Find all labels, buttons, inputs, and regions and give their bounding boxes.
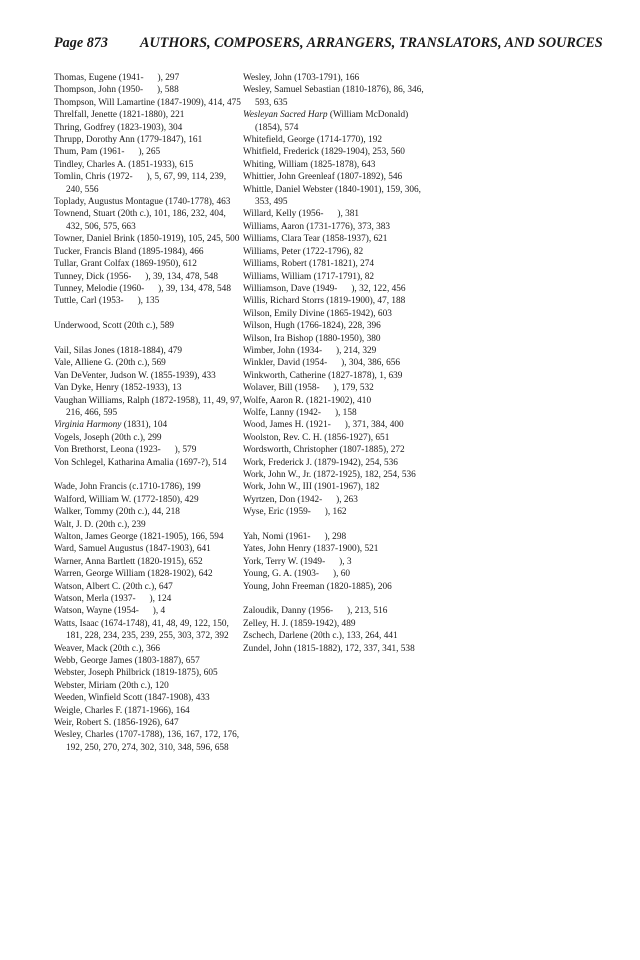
index-column-right xyxy=(243,72,433,655)
entry-text: Willis, Richard Storrs (1819-1900), 47, 188 xyxy=(243,296,406,307)
index-entry xyxy=(54,432,244,444)
index-entry xyxy=(54,84,244,96)
entry-text: Underwood, Scott (20th c.), 589 xyxy=(54,321,175,332)
index-entry xyxy=(54,320,244,332)
entry-text: Von Brethorst, Leona (1923- ), 579 xyxy=(54,445,197,456)
entry-text: Watson, Merla (1937- ), 124 xyxy=(54,594,172,605)
entry-text: Wilson, Ira Bishop (1880-1950), 380 xyxy=(243,333,381,344)
entry-text: Whittier, John Greenleaf (1807-1892), 546 xyxy=(243,172,403,183)
index-entry xyxy=(54,494,244,506)
entry-text: Tunney, Melodie (1960- ), 39, 134, 478, 548 xyxy=(54,283,231,294)
entry-text: Wilson, Emily Divine (1865-1942), 603 xyxy=(243,308,392,319)
entry-text: Towner, Daniel Brink (1850-1919), 105, 245, 500 xyxy=(54,234,240,245)
index-entry xyxy=(54,233,244,245)
entry-text: Woolston, Rev. C. H. (1856-1927), 651 xyxy=(243,432,390,443)
index-entry xyxy=(54,159,244,171)
index-entry xyxy=(243,72,433,84)
entry-text: Threlfall, Jenette (1821-1880), 221 xyxy=(54,110,185,121)
entry-text: Young, John Freeman (1820-1885), 206 xyxy=(243,581,392,592)
index-entry xyxy=(243,506,433,518)
index-entry xyxy=(243,643,433,655)
index-entry xyxy=(54,705,244,717)
index-entry xyxy=(54,667,244,679)
index-entry xyxy=(243,568,433,580)
entry-text: Webb, George James (1803-1887), 657 xyxy=(54,656,200,667)
entry-text: Wolfe, Lanny (1942- ), 158 xyxy=(243,407,357,418)
index-entry xyxy=(54,345,244,357)
entry-text: Tuttle, Carl (1953- ), 135 xyxy=(54,296,160,307)
entry-text: Wyrtzen, Don (1942- ), 263 xyxy=(243,494,358,505)
index-entry xyxy=(54,717,244,729)
entry-text: Walt, J. D. (20th c.), 239 xyxy=(54,519,146,530)
index-entry xyxy=(243,221,433,233)
index-entry xyxy=(54,122,244,134)
index-entry xyxy=(243,184,433,209)
entry-text: Williams, Robert (1781-1821), 274 xyxy=(243,259,375,270)
entry-text: Vogels, Joseph (20th c.), 299 xyxy=(54,432,162,443)
entry-text: Willard, Kelly (1956- ), 381 xyxy=(243,209,360,220)
index-entry xyxy=(243,320,433,332)
index-entry xyxy=(54,680,244,692)
entry-text: Van DeVenter, Judson W. (1855-1939), 433 xyxy=(54,370,216,381)
entry-text: Zelley, H. J. (1859-1942), 489 xyxy=(243,618,356,629)
index-entry xyxy=(243,481,433,493)
entry-text: Work, John W., III (1901-1967), 182 xyxy=(243,482,380,493)
entry-text: Vale, Alliene G. (20th c.), 569 xyxy=(54,358,166,369)
entry-text: Wesley, Samuel Sebastian (1810-1876), 86, 346, 593, 635 xyxy=(243,85,424,108)
entry-text: Winkworth, Catherine (1827-1878), 1, 639 xyxy=(243,370,403,381)
entry-text: Work, John W., Jr. (1872-1925), 182, 254, 536 xyxy=(243,470,416,480)
index-entry xyxy=(243,469,433,481)
page-number: Page 873 xyxy=(54,35,108,51)
index-entry xyxy=(54,395,244,420)
entry-text: Thring, Godfrey (1823-1903), 304 xyxy=(54,122,183,133)
index-entry xyxy=(54,258,244,270)
entry-text: Whitefield, George (1714-1770), 192 xyxy=(243,135,382,146)
index-entry xyxy=(243,556,433,568)
index-entry xyxy=(243,444,433,456)
index-entry xyxy=(243,208,433,220)
entry-text: Warner, Anna Bartlett (1820-1915), 652 xyxy=(54,556,203,567)
index-entry xyxy=(243,581,433,593)
entry-text: Vail, Silas Jones (1818-1884), 479 xyxy=(54,345,183,356)
index-entry xyxy=(243,258,433,270)
entry-text: York, Terry W. (1949- ), 3 xyxy=(243,556,352,567)
index-entry xyxy=(243,134,433,146)
entry-text: Wimber, John (1934- ), 214, 329 xyxy=(243,345,377,356)
index-entry xyxy=(54,370,244,382)
index-entry xyxy=(243,246,433,258)
index-entry xyxy=(54,618,244,643)
index-entry xyxy=(54,481,244,493)
entry-text: Wyse, Eric (1959- ), 162 xyxy=(243,507,347,518)
index-entry xyxy=(54,556,244,568)
index-entry xyxy=(54,97,244,109)
entry-text: Thompson, John (1950- ), 588 xyxy=(54,85,179,96)
index-entry xyxy=(243,457,433,469)
entry-text: Whittle, Daniel Webster (1840-1901), 159, 306, 353, 495 xyxy=(243,184,422,208)
index-entry xyxy=(54,531,244,543)
index-entry xyxy=(243,432,433,444)
entry-text: Williams, William (1717-1791), 82 xyxy=(243,271,375,282)
entry-text: Warren, George William (1828-1902), 642 xyxy=(54,569,213,580)
entry-text: Zschech, Darlene (20th c.), 133, 264, 441 xyxy=(243,631,398,642)
index-entry xyxy=(243,407,433,419)
index-entry xyxy=(54,444,244,456)
index-entry xyxy=(243,333,433,345)
index-entry xyxy=(243,84,433,109)
index-entry xyxy=(243,308,433,320)
entry-text: Thompson, Will Lamartine (1847-1909), 414, 475 xyxy=(54,97,241,108)
index-entry xyxy=(243,345,433,357)
entry-text: Watson, Wayne (1954- ), 4 xyxy=(54,606,166,617)
index-entry xyxy=(243,618,433,630)
index-entry xyxy=(243,283,433,295)
entry-text: Weir, Robert S. (1856-1926), 647 xyxy=(54,718,179,729)
index-entry xyxy=(54,196,244,208)
entry-text: Von Schlegel, Katharina Amalia (1697-?), 514 xyxy=(54,457,227,468)
entry-text: Thum, Pam (1961- ), 265 xyxy=(54,147,161,158)
index-entry xyxy=(243,171,433,183)
index-entry xyxy=(54,72,244,84)
entry-text: Whiting, William (1825-1878), 643 xyxy=(243,159,376,170)
entry-text: Zaloudik, Danny (1956- ), 213, 516 xyxy=(243,606,388,617)
index-entry xyxy=(54,519,244,531)
index-entry xyxy=(54,357,244,369)
index-entry xyxy=(54,593,244,605)
index-entry xyxy=(243,630,433,642)
index-entry xyxy=(243,109,433,134)
index-entry xyxy=(54,419,244,431)
entry-text: Wade, John Francis (c.1710-1786), 199 xyxy=(54,482,201,493)
entry-text: Wolfe, Aaron R. (1821-1902), 410 xyxy=(243,395,372,406)
entry-text: Walford, William W. (1772-1850), 429 xyxy=(54,494,199,505)
index-entry xyxy=(243,419,433,431)
index-entry xyxy=(54,457,244,469)
index-entry xyxy=(54,109,244,121)
entry-text: (William McDonald) (1854), 574 xyxy=(255,110,409,133)
page-title: AUTHORS, COMPOSERS, ARRANGERS, TRANSLATORS, AND SOURCES xyxy=(140,35,603,51)
letter-group-gap xyxy=(54,333,244,345)
entry-text: Webster, Joseph Philbrick (1819-1875), 605 xyxy=(54,668,218,679)
entry-text: Williams, Clara Tear (1858-1937), 621 xyxy=(243,234,388,245)
entry-text: Toplady, Augustus Montague (1740-1778), 463 xyxy=(54,197,231,208)
index-entry xyxy=(243,382,433,394)
entry-text: Zundel, John (1815-1882), 172, 337, 341, 538 xyxy=(243,643,415,654)
index-entry xyxy=(243,357,433,369)
entry-text: Walker, Tommy (20th c.), 44, 218 xyxy=(54,507,180,518)
index-entry xyxy=(243,159,433,171)
entry-text: Tindley, Charles A. (1851-1933), 615 xyxy=(54,159,194,170)
entry-text: Winkler, David (1954- ), 304, 386, 656 xyxy=(243,358,401,369)
entry-text: Weeden, Winfield Scott (1847-1908), 433 xyxy=(54,693,210,704)
entry-text: Tucker, Francis Bland (1895-1984), 466 xyxy=(54,246,204,257)
index-entry xyxy=(243,146,433,158)
entry-text: Walton, James George (1821-1905), 166, 594 xyxy=(54,531,224,542)
index-entry xyxy=(54,208,244,233)
entry-text: Wordsworth, Christopher (1807-1885), 272 xyxy=(243,445,405,456)
entry-text: Williams, Aaron (1731-1776), 373, 383 xyxy=(243,221,391,232)
entry-text: Weigle, Charles F. (1871-1966), 164 xyxy=(54,705,190,716)
index-entry xyxy=(54,655,244,667)
index-entry xyxy=(54,295,244,307)
letter-group-gap xyxy=(243,519,433,531)
index-entry xyxy=(54,692,244,704)
entry-text: Weaver, Mack (20th c.), 366 xyxy=(54,643,161,654)
index-entry xyxy=(243,494,433,506)
letter-group-gap xyxy=(243,593,433,605)
entry-text: Webster, Miriam (20th c.), 120 xyxy=(54,680,169,691)
entry-text: Wesley, John (1703-1791), 166 xyxy=(243,73,360,83)
index-entry xyxy=(243,295,433,307)
entry-text: Wilson, Hugh (1766-1824), 228, 396 xyxy=(243,321,381,332)
index-entry xyxy=(54,171,244,196)
entry-text: Wolaver, Bill (1958- ), 179, 532 xyxy=(243,383,374,394)
entry-text: Tunney, Dick (1956- ), 39, 134, 478, 548 xyxy=(54,271,219,282)
index-entry xyxy=(54,146,244,158)
index-entry xyxy=(243,543,433,555)
entry-text: Yah, Nomi (1961- ), 298 xyxy=(243,532,347,543)
entry-text: Wood, James H. (1921- ), 371, 384, 400 xyxy=(243,420,404,431)
entry-text: Thrupp, Dorothy Ann (1779-1847), 161 xyxy=(54,135,203,146)
entry-text: Tullar, Grant Colfax (1869-1950), 612 xyxy=(54,259,197,270)
page-header xyxy=(54,34,614,52)
entry-text: Watson, Albert C. (20th c.), 647 xyxy=(54,581,173,592)
index-entry xyxy=(54,568,244,580)
entry-text: Townend, Stuart (20th c.), 101, 186, 232, 404, 432, 506, 575, 663 xyxy=(54,209,226,232)
entry-text: Williamson, Dave (1949- ), 32, 122, 456 xyxy=(243,283,406,294)
entry-text: Work, Frederick J. (1879-1942), 254, 536 xyxy=(243,457,398,468)
index-entry xyxy=(243,370,433,382)
index-entry xyxy=(54,506,244,518)
entry-text: Wesley, Charles (1707-1788), 136, 167, 172, 176, 192, 250, 270, 274, 302, 310, 348, 596, 658 xyxy=(54,730,240,753)
entry-text: Thomas, Eugene (1941- ), 297 xyxy=(54,73,180,83)
entry-text: Young, G. A. (1903- ), 60 xyxy=(243,569,351,580)
entry-text: Watts, Isaac (1674-1748), 41, 48, 49, 122, 150, 181, 228, 234, 235, 239, 255, 303, 372, 392 xyxy=(54,618,229,642)
source-title: Wesleyan Sacred Harp xyxy=(243,110,328,121)
entry-text: Williams, Peter (1722-1796), 82 xyxy=(243,246,364,257)
entry-text: Tomlin, Chris (1972- ), 5, 67, 99, 114, 239, 240, 556 xyxy=(54,172,227,195)
index-entry xyxy=(243,271,433,283)
index-entry xyxy=(243,395,433,407)
index-entry xyxy=(54,283,244,295)
index-column-left xyxy=(54,72,244,754)
letter-group-gap xyxy=(54,469,244,481)
index-entry xyxy=(54,246,244,258)
entry-text: Yates, John Henry (1837-1900), 521 xyxy=(243,544,379,555)
entry-text: Van Dyke, Henry (1852-1933), 13 xyxy=(54,383,182,394)
source-title: Virginia Harmony xyxy=(54,420,122,431)
index-entry xyxy=(54,581,244,593)
entry-text: Vaughan Williams, Ralph (1872-1958), 11, 49, 97, 216, 466, 595 xyxy=(54,395,242,418)
index-entry xyxy=(54,643,244,655)
index-entry xyxy=(243,233,433,245)
index-entry xyxy=(54,543,244,555)
index-entry xyxy=(54,382,244,394)
index-entry xyxy=(54,134,244,146)
entry-text: Whitfield, Frederick (1829-1904), 253, 560 xyxy=(243,147,405,158)
index-entry xyxy=(243,605,433,617)
letter-group-gap xyxy=(54,308,244,320)
index-entry xyxy=(54,605,244,617)
index-entry xyxy=(54,271,244,283)
entry-text: (1831), 104 xyxy=(121,420,168,431)
index-entry xyxy=(243,531,433,543)
index-entry xyxy=(54,729,244,754)
entry-text: Ward, Samuel Augustus (1847-1903), 641 xyxy=(54,544,211,555)
